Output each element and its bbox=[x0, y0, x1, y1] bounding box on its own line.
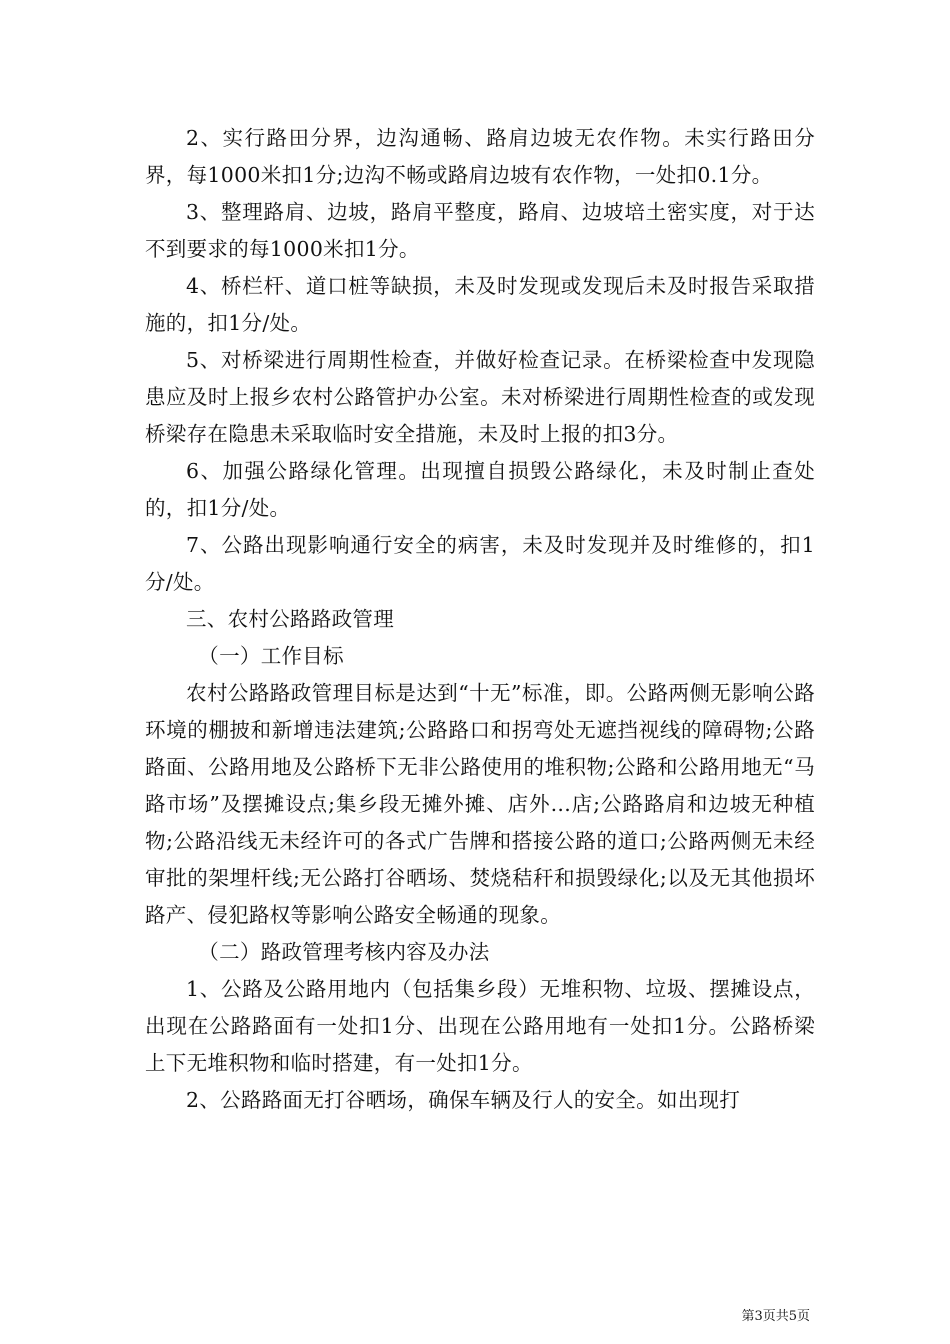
section-heading-3: 三、农村公路路政管理 bbox=[186, 607, 394, 631]
paragraph-item-7: 7、公路出现影响通行安全的病害，未及时发现并及时维修的，扣1分/处。 bbox=[145, 533, 815, 594]
paragraph-item-4: 4、桥栏杆、道口桩等缺损，未及时发现或发现后未及时报告采取措施的，扣1分/处。 bbox=[145, 274, 815, 335]
paragraph-item-6: 6、加强公路绿化管理。出现擅自损毁公路绿化，未及时制止查处的，扣1分/处。 bbox=[145, 459, 815, 520]
subsection-heading-goals: （一）工作目标 bbox=[198, 644, 344, 668]
document-body bbox=[145, 120, 815, 1119]
paragraph-item-5: 5、对桥梁进行周期性检查，并做好检查记录。在桥梁检查中发现隐患应及时上报乡农村公路管护办公室。未对桥梁进行周期性检查的或发现桥梁存在隐患未采取临时安全措施，未及时上报的扣3分。 bbox=[145, 348, 815, 446]
paragraph-assessment-2: 2、公路路面无打谷晒场，确保车辆及行人的安全。如出现打 bbox=[186, 1088, 741, 1112]
paragraph-assessment-1: 1、公路及公路用地内（包括集乡段）无堆积物、垃圾、摆摊设点，出现在公路路面有一处扣1分、出现在公路用地有一处扣1分。公路桥梁上下无堆积物和临时搭建，有一处扣1分。 bbox=[145, 977, 815, 1075]
page-number: 第3页共5页 bbox=[741, 1309, 810, 1324]
paragraph-item-2: 2、实行路田分界，边沟通畅、路肩边坡无农作物。未实行路田分界，每1000米扣1分;边沟不畅或路肩边坡有农作物，一处扣0.1分。 bbox=[145, 126, 815, 187]
subsection-heading-assessment: （二）路政管理考核内容及办法 bbox=[198, 940, 490, 964]
paragraph-item-3: 3、整理路肩、边坡，路肩平整度，路肩、边坡培土密实度，对于达不到要求的每1000米扣1分。 bbox=[145, 200, 815, 261]
paragraph-goals: 农村公路路政管理目标是达到“十无”标准，即。公路两侧无影响公路环境的棚披和新增违法建筑;公路路口和拐弯处无遮挡视线的障碍物;公路路面、公路用地及公路桥下无非公路使用的堆积物;公路和公路用地无“马路市场”及摆摊设点;集乡段无摊外摊、店外...店;公路路肩和边坡无种植物;公路沿线无未经许可的各式广告牌和搭接公路的道口;公路两侧无未经审批的架埋杆线;无公路打谷晒场、焚烧秸秆和损毁绿化;以及无其他损坏路产、侵犯路权等影响公路安全畅通的现象。 bbox=[145, 681, 815, 927]
